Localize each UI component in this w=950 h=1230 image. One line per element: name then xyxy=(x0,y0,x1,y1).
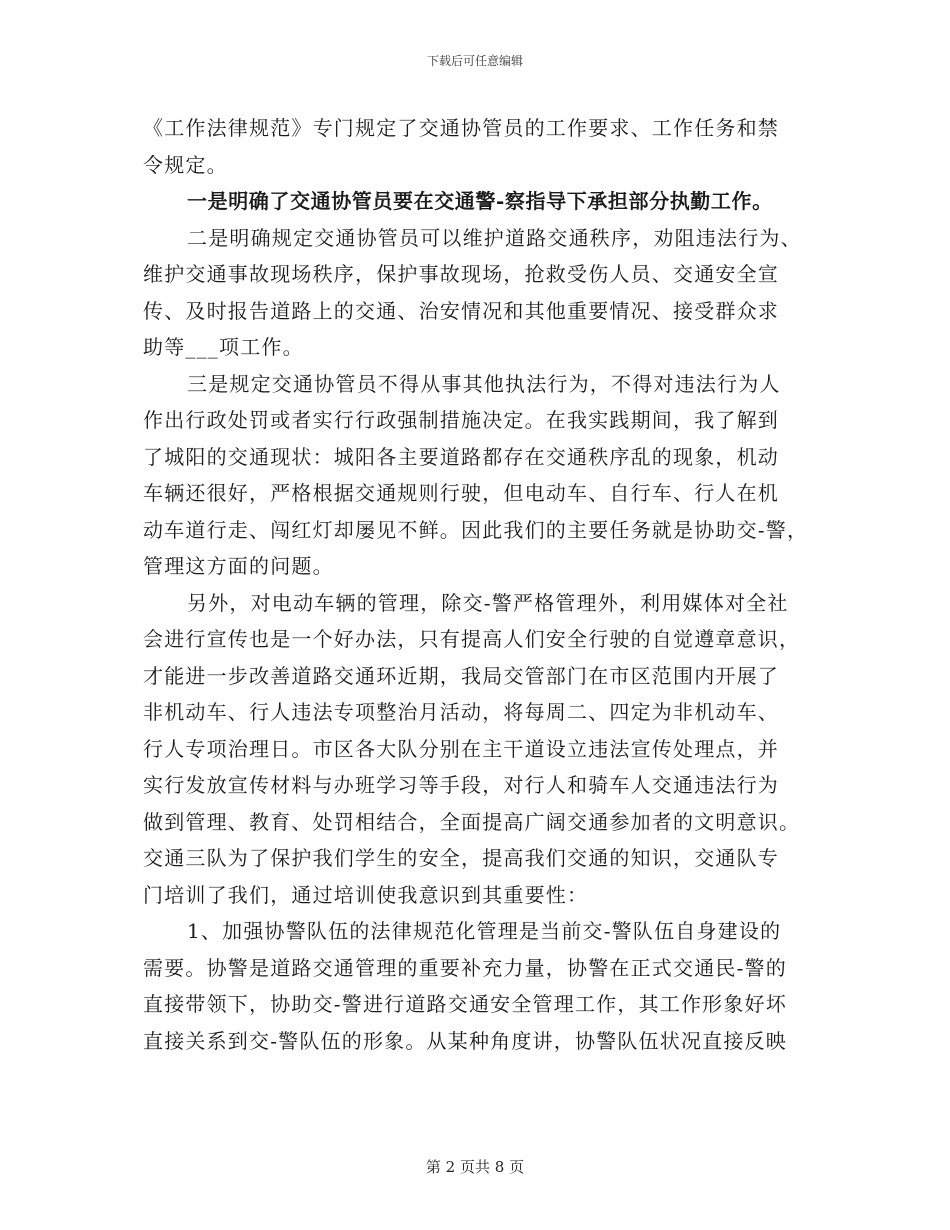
text-line: 三是规定交通协管员不得从事其他执法行为，不得对违法行为人 xyxy=(187,371,781,396)
text-line: 1、加强协警队伍的法律规范化管理是当前交-警队伍自身建设的 xyxy=(187,919,782,943)
text-line: 传、及时报告道路上的交通、治安情况和其他重要情况、接受群众求 xyxy=(143,298,779,323)
page-footer: 第 2 页共 8 页 xyxy=(425,1158,525,1176)
text-line: 直接带领下，协助交-警进行道路交通安全管理工作，其工作形象好坏 xyxy=(143,992,787,1016)
text-line: 动车道行走、闯红灯却屡见不鲜。因此我们的主要任务就是协助交-警， xyxy=(143,517,809,542)
text-line: 二是明确规定交通协管员可以维护道路交通秩序，劝阻违法行为、 xyxy=(187,225,802,250)
text-line: 直接关系到交-警队伍的形象。从某种角度讲，协警队伍状况直接反映 xyxy=(143,1028,787,1053)
text-line: 非机动车、行人违法专项整治月活动，将每周二、四定为非机动车、 xyxy=(143,700,779,724)
text-line: 交通三队为了保护我们学生的安全，提高我们交通的知识，交通队专 xyxy=(143,846,779,870)
bold-heading-line: 一是明确了交通协管员要在交通警-察指导下承担部分执勤工作。 xyxy=(187,189,773,213)
text-line: 会进行宣传也是一个好办法，只有提高人们安全行驶的自觉遵章意识， xyxy=(143,627,801,651)
page-header: 下载后可任意编辑 xyxy=(426,54,523,68)
text-line: 需要。协警是道路交通管理的重要补充力量，协警在正式交通民-警的 xyxy=(143,955,787,980)
text-line: 助等___项工作。 xyxy=(143,335,304,359)
text-line: 才能进一步改善道路交通环近期，我局交管部门在市区范围内开展了 xyxy=(143,663,779,688)
text-line: 实行发放宣传材料与办班学习等手段，对行人和骑车人交通违法行为 xyxy=(143,773,779,797)
text-line: 令规定。 xyxy=(143,152,228,177)
text-line: 做到管理、教育、处罚相结合，全面提高广阔交通参加者的文明意识。 xyxy=(143,809,801,834)
text-line: 《工作法律规范》专门规定了交通协管员的工作要求、工作任务和禁 xyxy=(143,116,779,140)
text-line: 管理这方面的问题。 xyxy=(143,554,334,578)
text-line: 维护交通事故现场秩序，保护事故现场，抢救受伤人员、交通安全宣 xyxy=(143,262,779,286)
text-line: 作出行政处罚或者实行行政强制措施决定。在我实践期间，我了解到 xyxy=(143,408,779,432)
text-line: 车辆还很好，严格根据交通规则行驶，但电动车、自行车、行人在机 xyxy=(143,481,779,505)
document-body xyxy=(143,110,815,1059)
text-line: 门培训了我们，通过培训使我意识到其重要性： xyxy=(143,882,589,907)
text-line: 另外，对电动车辆的管理，除交-警严格管理外，利用媒体对全社 xyxy=(187,590,789,615)
text-line: 了城阳的交通现状：城阳各主要道路都存在交通秩序乱的现象，机动 xyxy=(143,444,779,469)
text-line: 行人专项治理日。市区各大队分别在主干道设立违法宣传处理点，并 xyxy=(143,736,779,761)
